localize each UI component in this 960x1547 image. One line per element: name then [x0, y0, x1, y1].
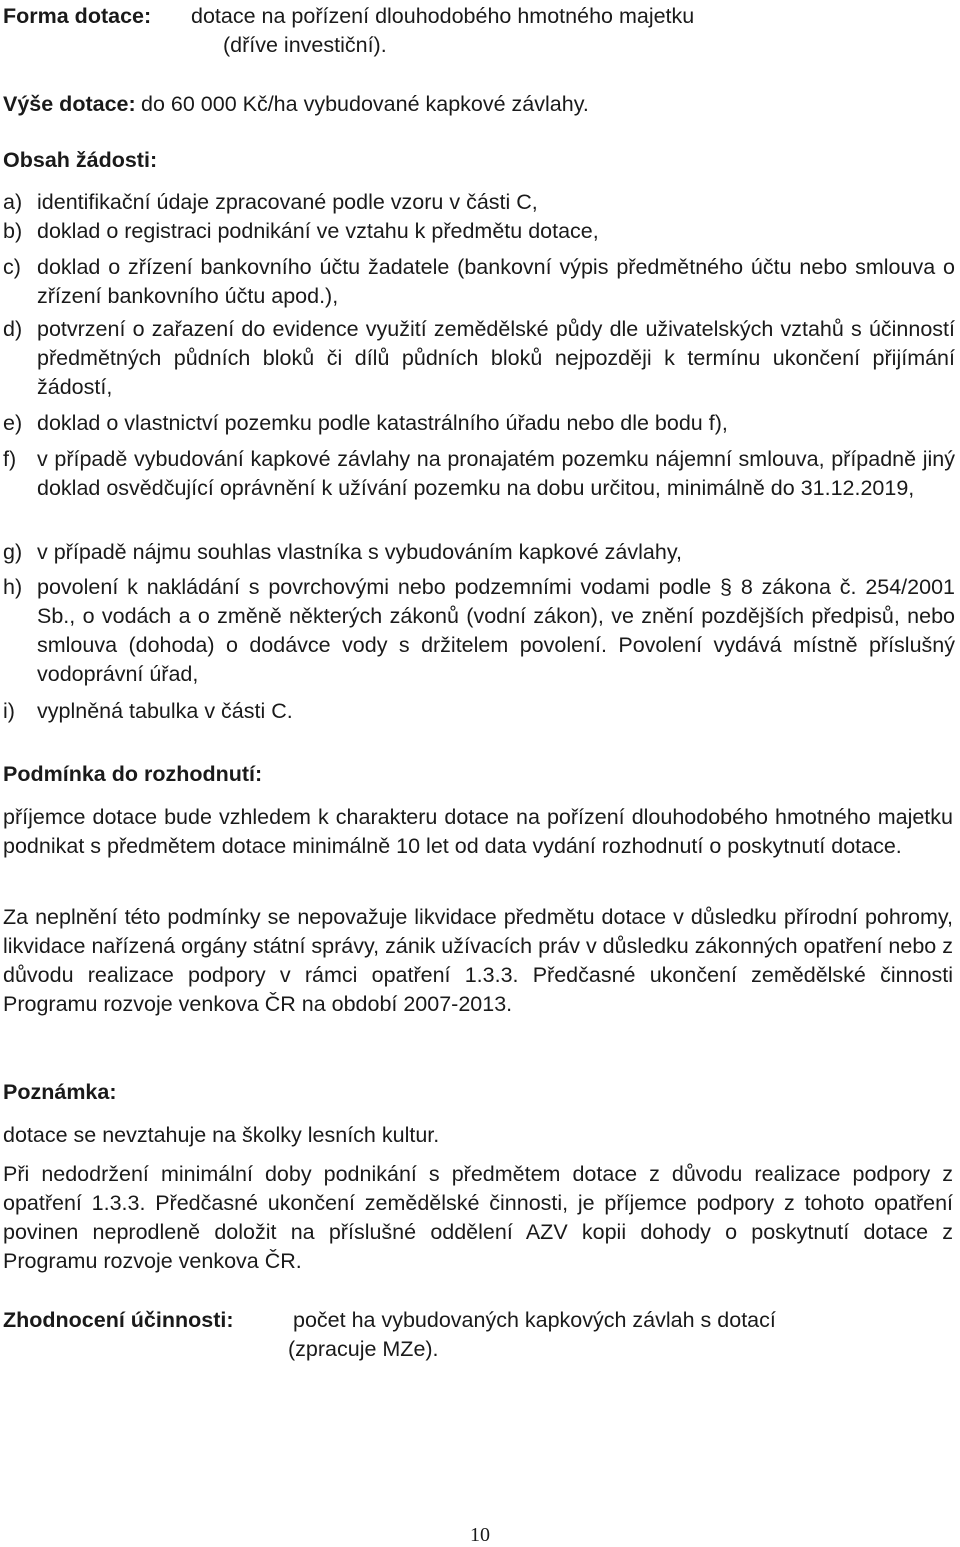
list-item-a	[3, 188, 955, 217]
obsah-zadosti-heading: Obsah žádosti:	[3, 148, 158, 172]
list-text: povolení k nakládání s povrchovými nebo podzemními vodami podle § 8 zákona č. 254/2001 Sb., o vodách a o změně některých zákonů (vodní zákon), ve znění pozdějších předpisů, nebo smlouva (dohoda) o dodávce vody s držitelem povolení. Povolení vydává místně příslušný vodoprávní úřad,	[37, 575, 955, 686]
poznamka-heading: Poznámka:	[3, 1080, 117, 1104]
list-item-g	[3, 538, 955, 567]
list-marker: g)	[3, 540, 23, 564]
list-item-h	[3, 573, 955, 689]
list-item-f	[3, 445, 955, 503]
list-text: v případě nájmu souhlas vlastníka s vybudováním kapkové závlahy,	[37, 540, 682, 564]
list-item-d	[3, 315, 955, 402]
list-marker: i)	[3, 699, 15, 723]
list-marker: e)	[3, 411, 23, 435]
list-marker: b)	[3, 219, 23, 243]
list-item-c	[3, 253, 955, 311]
list-text: identifikační údaje zpracované podle vzoru v části C,	[37, 190, 538, 214]
vyse-dotace-section	[3, 90, 953, 119]
list-marker: c)	[3, 255, 21, 279]
forma-dotace-label: Forma dotace:	[3, 4, 152, 28]
zhodnoceni-section	[3, 1306, 953, 1364]
poznamka-paragraph-2: Při nedodržení minimální doby podnikání s předmětem dotace z důvodu realizace podpory z opatření 1.3.3. Předčasné ukončení zemědělské činnosti, je příjemce podpory z tohoto opatření povinen neprodleně doložit na příslušné oddělení AZV kopii dohody o poskytnutí dotace z Programu rozvoje venkova ČR.	[3, 1162, 953, 1273]
list-text: doklad o zřízení bankovního účtu žadatele (bankovní výpis předmětného účtu nebo smlouva o zřízení bankovního účtu apod.),	[37, 255, 955, 308]
forma-dotace-value-cont: (dříve investiční).	[223, 33, 387, 57]
list-marker: f)	[3, 447, 17, 471]
zhodnoceni-label: Zhodnocení účinnosti:	[3, 1308, 234, 1332]
podminka-heading: Podmínka do rozhodnutí:	[3, 762, 263, 786]
vyse-dotace-value: do 60 000 Kč/ha vybudované kapkové závlahy.	[141, 92, 589, 116]
forma-dotace-section	[3, 2, 953, 60]
list-text: v případě vybudování kapkové závlahy na pronajatém pozemku nájemní smlouva, případně jiný doklad osvědčující oprávnění k užívání pozemku na dobu určitou, minimálně do 31.12.2019,	[37, 447, 955, 500]
list-item-b	[3, 217, 955, 246]
poznamka-paragraph-1: dotace se nevztahuje na školky lesních kultur.	[3, 1123, 440, 1147]
list-marker: d)	[3, 317, 23, 341]
podminka-paragraph-1: příjemce dotace bude vzhledem k charakteru dotace na pořízení dlouhodobého hmotného majetku podnikat s předmětem dotace minimálně 10 let od data vydání rozhodnutí o poskytnutí dotace.	[3, 805, 953, 858]
list-item-i	[3, 697, 955, 726]
zhodnoceni-value-cont: (zpracuje MZe).	[288, 1337, 439, 1361]
list-item-e	[3, 409, 955, 438]
page-number: 10	[470, 1524, 490, 1546]
list-text: doklad o vlastnictví pozemku podle katastrálního úřadu nebo dle bodu f),	[37, 411, 728, 435]
list-marker: a)	[3, 190, 23, 214]
vyse-dotace-label: Výše dotace:	[3, 92, 136, 116]
list-marker: h)	[3, 575, 23, 599]
list-text: vyplněná tabulka v části C.	[37, 699, 293, 723]
zhodnoceni-value: počet ha vybudovaných kapkových závlah s dotací	[293, 1308, 776, 1332]
forma-dotace-value: dotace na pořízení dlouhodobého hmotného majetku	[191, 4, 695, 28]
podminka-paragraph-2: Za neplnění této podmínky se nepovažuje likvidace předmětu dotace v důsledku přírodní pohromy, likvidace nařízená orgány státní správy, zánik užívacích práv v důsledku zákonných opatření nebo z důvodu realizace podpory v rámci opatření 1.3.3. Předčasné ukončení zemědělské činnosti Programu rozvoje venkova ČR na období 2007-2013.	[3, 905, 953, 1016]
list-text: potvrzení o zařazení do evidence využití zemědělské půdy dle uživatelských vztahů s účinností předmětných půdních bloků či dílů půdních bloků nejpozději k termínu ukončení přijímání žádostí,	[37, 317, 955, 399]
list-text: doklad o registraci podnikání ve vztahu k předmětu dotace,	[37, 219, 599, 243]
